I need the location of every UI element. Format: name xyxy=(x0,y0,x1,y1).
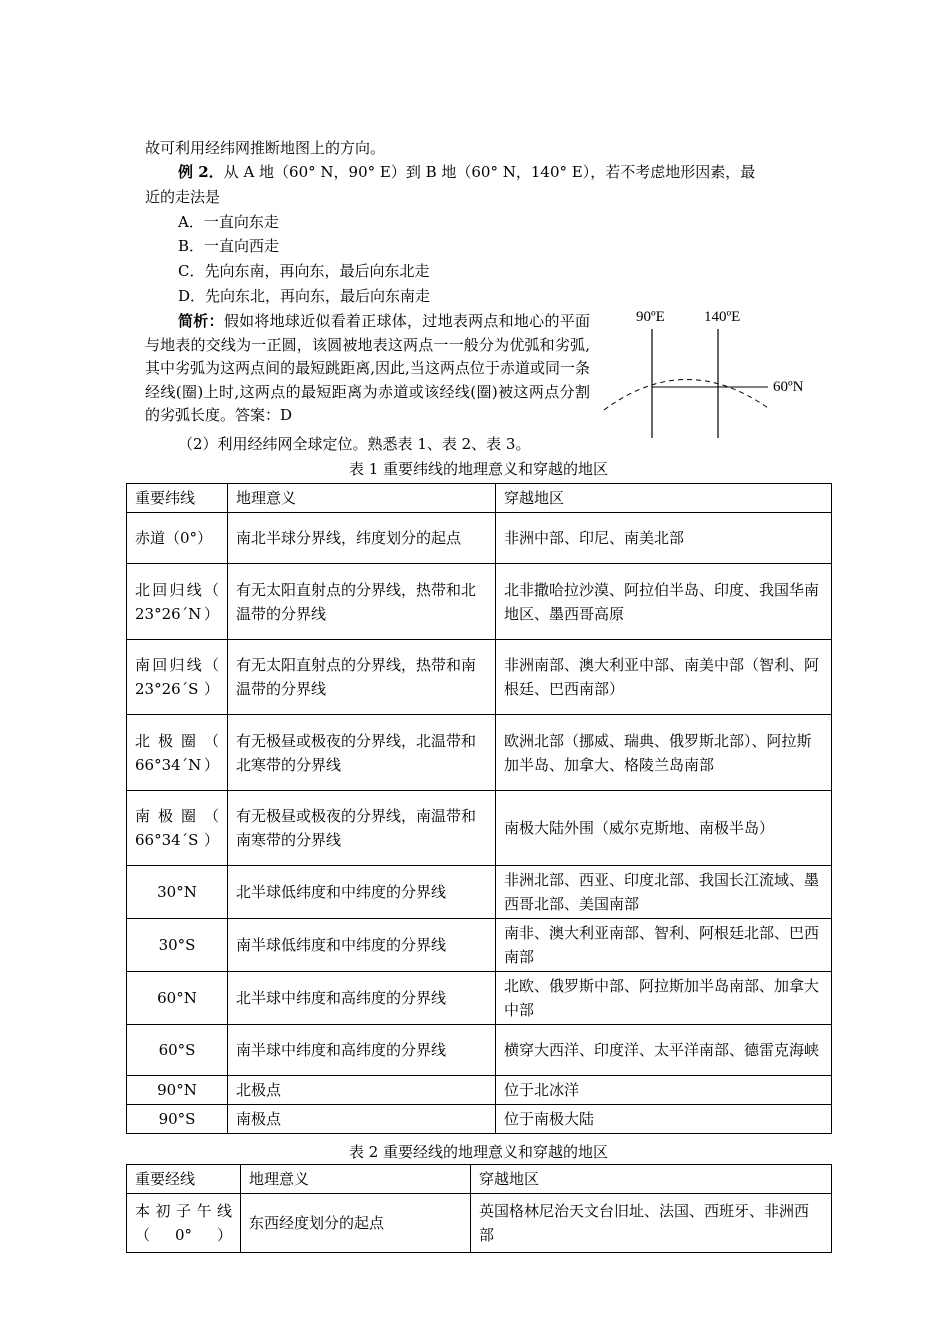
table2-caption: 表 2 重要经线的地理意义和穿越的地区 xyxy=(348,1143,609,1161)
example-question-line1 xyxy=(178,161,755,183)
table1-meaning-cell: 有无极昼或极夜的分界线，北温带和北寒带的分界线 xyxy=(228,715,496,791)
table1-caption: 表 1 重要纬线的地理意义和穿越的地区 xyxy=(348,460,609,478)
table1-regions-cell: 横穿大西洋、印度洋、太平洋南部、德雷克海峡 xyxy=(496,1025,832,1076)
option-d: D．先向东北，再向东，最后向东南走 xyxy=(178,287,431,305)
analysis-paragraph xyxy=(145,310,590,428)
table-latitudes xyxy=(126,483,832,1134)
table1-regions-cell: 南极大陆外围（威尔克斯地、南极半岛） xyxy=(496,791,832,866)
table2-header-meridian: 重要经线 xyxy=(127,1165,241,1194)
table1-meaning-cell: 北极点 xyxy=(228,1076,496,1105)
intro-line: 故可利用经纬网推断地图上的方向。 xyxy=(145,139,386,157)
table1-regions-cell: 非洲中部、印尼、南美北部 xyxy=(496,513,832,564)
table2-header-row xyxy=(127,1165,832,1194)
table-row xyxy=(127,919,832,972)
table1-header-regions: 穿越地区 xyxy=(496,484,832,513)
table1-latitude-cell: 南极圈（ 66°34´S） xyxy=(127,791,228,866)
table1-meaning-cell: 有无极昼或极夜的分界线，南温带和南寒带的分界线 xyxy=(228,791,496,866)
table1-meaning-cell: 有无太阳直射点的分界线，热带和南温带的分界线 xyxy=(228,640,496,715)
table-row xyxy=(127,513,832,564)
table1-meaning-cell: 北半球中纬度和高纬度的分界线 xyxy=(228,972,496,1025)
analysis-text: 假如将地球近似看着正球体，过地表两点和地心的平面与地表的交线为一正圆，该圆被地表这两点一一般分为优弧和劣弧,其中劣弧为这两点间的最短跳距离,因此,当这两点位于赤道或同一条经线(圈)上时,这两点的最短距离为赤道或该经线(圈)被这两点分割的劣弧长度。答案：D xyxy=(145,312,590,424)
table1-regions-cell: 非洲南部、澳大利亚中部、南美中部（智利、阿根廷、巴西南部） xyxy=(496,640,832,715)
table1-meaning-cell: 南半球中纬度和高纬度的分界线 xyxy=(228,1025,496,1076)
table1-latitude-cell: 60°N xyxy=(127,972,228,1025)
table1-meaning-cell: 南极点 xyxy=(228,1105,496,1134)
table1-latitude-cell: 南回归线（ 23°26´S） xyxy=(127,640,228,715)
table-row xyxy=(127,1194,832,1253)
table1-regions-cell: 欧洲北部（挪威、瑞典、俄罗斯北部）、阿拉斯加半岛、加拿大、格陵兰岛南部 xyxy=(496,715,832,791)
table1-meaning-cell: 南半球低纬度和中纬度的分界线 xyxy=(228,919,496,972)
table1-header-latitude: 重要纬线 xyxy=(127,484,228,513)
label-90e: 90ºE xyxy=(636,309,665,325)
table-row xyxy=(127,972,832,1025)
table-row xyxy=(127,1076,832,1105)
table-row xyxy=(127,564,832,640)
great-circle-arc xyxy=(604,379,768,410)
table1-latitude-cell: 60°S xyxy=(127,1025,228,1076)
table1-latitude-cell: 90°N xyxy=(127,1076,228,1105)
option-a: A．一直向东走 xyxy=(178,213,279,231)
table1-latitude-cell: 30°S xyxy=(127,919,228,972)
table-row xyxy=(127,1105,832,1134)
table1-latitude-cell: 北回归线（ 23°26´N） xyxy=(127,564,228,640)
table1-regions-cell: 南非、澳大利亚南部、智利、阿根廷北部、巴西南部 xyxy=(496,919,832,972)
table1-meaning-cell: 有无太阳直射点的分界线，热带和北温带的分界线 xyxy=(228,564,496,640)
table1-header-row xyxy=(127,484,832,513)
option-c: C．先向东南，再向东，最后向东北走 xyxy=(178,262,430,280)
great-circle-diagram xyxy=(598,302,828,442)
option-b: B．一直向西走 xyxy=(178,237,280,255)
table1-latitude-cell: 90°S xyxy=(127,1105,228,1134)
table2-header-meaning: 地理意义 xyxy=(241,1165,471,1194)
table1-meaning-cell: 南北半球分界线，纬度划分的起点 xyxy=(228,513,496,564)
table2-meaning-cell: 东西经度划分的起点 xyxy=(241,1194,471,1253)
analysis-label: 简析： xyxy=(178,312,224,330)
table1-regions-cell: 北欧、俄罗斯中部、阿拉斯加半岛南部、加拿大中部 xyxy=(496,972,832,1025)
table1-latitude-cell: 赤道（0°） xyxy=(127,513,228,564)
table1-regions-cell: 北非撒哈拉沙漠、阿拉伯半岛、印度、我国华南地区、墨西哥高原 xyxy=(496,564,832,640)
table-row xyxy=(127,1025,832,1076)
section-line: （2）利用经纬网全球定位。熟悉表 1、表 2、表 3。 xyxy=(178,435,531,453)
table-meridians xyxy=(126,1164,832,1253)
table1-header-meaning: 地理意义 xyxy=(228,484,496,513)
example-question-text: 从 A 地（60° N，90° E）到 B 地（60° N，140° E），若不考虑地形因素，最 xyxy=(223,163,756,181)
table2-regions-cell: 英国格林尼治天文台旧址、法国、西班牙、非洲西部 xyxy=(471,1194,832,1253)
table1-regions-cell: 位于南极大陆 xyxy=(496,1105,832,1134)
table2-header-regions: 穿越地区 xyxy=(471,1165,832,1194)
example-question-line2: 近的走法是 xyxy=(145,188,221,206)
table1-latitude-cell: 30°N xyxy=(127,866,228,919)
table-row xyxy=(127,715,832,791)
label-140e: 140ºE xyxy=(704,309,741,325)
label-60n: 60ºN xyxy=(773,379,804,395)
table-row xyxy=(127,640,832,715)
table-row xyxy=(127,791,832,866)
table1-regions-cell: 非洲北部、西亚、印度北部、我国长江流域、墨西哥北部、美国南部 xyxy=(496,866,832,919)
table2-meridian-cell: 本初子午线（0°） xyxy=(127,1194,241,1253)
table1-regions-cell: 位于北冰洋 xyxy=(496,1076,832,1105)
table-row xyxy=(127,866,832,919)
table1-latitude-cell: 北极圈（ 66°34´N） xyxy=(127,715,228,791)
table1-meaning-cell: 北半球低纬度和中纬度的分界线 xyxy=(228,866,496,919)
example-label: 例 2． xyxy=(178,163,224,181)
